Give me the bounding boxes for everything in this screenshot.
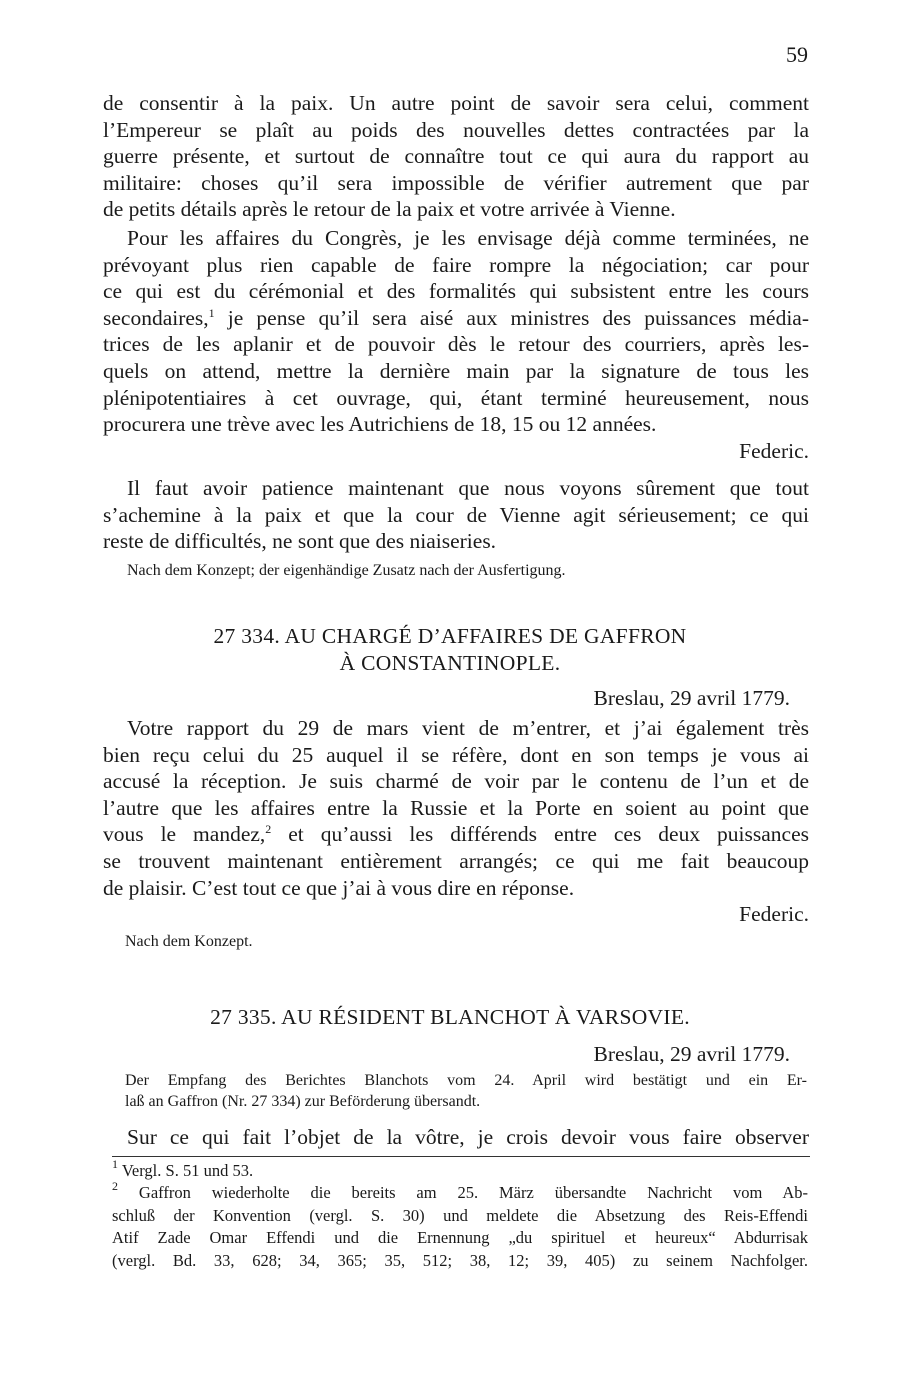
footnote-marker: 1 (208, 305, 215, 320)
footnote-text-line: schluß der Konvention (vergl. S. 30) und meldete die Absetzung des Reis-Effendi (112, 1205, 808, 1225)
footnotes (112, 1157, 809, 1272)
text-line: plénipotentiaires à cet ouvrage, qui, étant terminé heureusement, nous (103, 385, 809, 410)
text-line: Votre rapport du 29 de mars vient de m’entrer, et j’ai également très (127, 716, 809, 740)
footnote-text: Vergl. S. 51 und 53. (121, 1161, 254, 1180)
congress-paragraph (103, 225, 809, 464)
text-line: bien reçu celui du 25 auquel il se réfère, dont en son temps je vous ai (103, 742, 809, 767)
text-segment: secondaires, (103, 305, 209, 330)
text-segment: et qu’aussi les différends entre ces deux puissances (288, 822, 809, 847)
text-line: Der Empfang des Berichtes Blanchots vom 24. April wird bestätigt und ein Er- (125, 1072, 807, 1089)
text-segment: je pense qu’il sera aisé aux ministres des puissances média- (227, 305, 809, 330)
letter-body (103, 715, 809, 928)
text-line (103, 305, 809, 332)
footnote-text-line: Atif Zade Omar Effendi und die Ernennung „du spirituel et heureux“ Abdurrisak (112, 1228, 808, 1248)
text-line: Sur ce qui fait l’objet de la vôtre, je crois devoir vous faire observer (127, 1125, 809, 1149)
text-line: reste de difficultés, ne sont que des niaiseries. (103, 529, 497, 554)
signature: Federic. (739, 438, 809, 463)
dateline: Breslau, 29 avril 1779. (593, 1042, 790, 1066)
footnote-number: 2 (112, 1179, 118, 1194)
text-line: quels on attend, mettre la dernière main par la signature de tous les (103, 358, 809, 383)
letter-summary (125, 1070, 807, 1112)
footnote-1 (112, 1157, 808, 1182)
text-line: de consentir à la paix. Un autre point de savoir sera celui, comment (103, 91, 809, 115)
source-note: Nach dem Konzept; der eigenhändige Zusatz nach der Ausfertigung. (127, 562, 566, 579)
text-line: de plaisir. C’est tout ce que j’ai à vous dire en réponse. (103, 875, 575, 900)
page-number: 59 (786, 42, 808, 67)
footnote-number: 1 (112, 1157, 118, 1171)
letter-continuation-paragraph (103, 90, 809, 223)
footnote-text-line: (vergl. Bd. 33, 628; 34, 365; 35, 512; 38, 12; 39, 405) zu seinem Nachfolger. (112, 1250, 808, 1270)
letter-body (103, 1124, 809, 1151)
text-line: de petits détails après le retour de la paix et votre arrivée à Vienne. (103, 197, 676, 222)
text-line: Pour les affaires du Congrès, je les envisage déjà comme terminées, ne (127, 226, 809, 250)
text-line: s’achemine à la paix et que la cour de Vienne agit sérieusement; ce qui (103, 502, 809, 527)
footnote-marker: 2 (265, 822, 272, 837)
footnote-rule (112, 1156, 810, 1157)
letter-heading: 27 335. AU RÉSIDENT BLANCHOT À VARSOVIE. (210, 1005, 690, 1029)
text-segment: vous le mandez, (103, 822, 266, 847)
text-line: guerre présente, et surtout de connaître tout ce qui aura du rapport au (103, 144, 809, 169)
letter-heading: 27 334. AU CHARGÉ D’AFFAIRES DE GAFFRON (213, 624, 687, 648)
text-line: l’autre que les affaires entre la Russie et la Porte en soient au point que (103, 795, 809, 820)
text-line: procurera une trève avec les Autrichiens de 18, 15 ou 12 années. (103, 412, 657, 437)
dateline: Breslau, 29 avril 1779. (593, 686, 790, 710)
source-note: Nach dem Konzept. (125, 933, 253, 950)
text-line: laß an Gaffron (Nr. 27 334) zur Beförderung übersandt. (125, 1093, 481, 1110)
text-line (103, 821, 809, 848)
footnote-text: Gaffron wiederholte die bereits am 25. März übersandte Nachricht vom Ab- (138, 1183, 809, 1203)
signature: Federic. (739, 902, 809, 927)
text-line: prévoyant plus rien capable de faire rompre la négociation; car pour (103, 252, 809, 277)
text-line: accusé la réception. Je suis charmé de voir par le contenu de l’un et de (103, 769, 809, 794)
text-line: trices de les aplanir et de pouvoir dès le retour des courriers, après les- (103, 332, 809, 357)
footnote-2 (112, 1179, 809, 1204)
text-line: l’Empereur se plaît au poids des nouvelles dettes contractées par la (103, 117, 809, 142)
text-line: se trouvent maintenant entièrement arrangés; ce qui me fait beaucoup (103, 848, 809, 873)
text-line: militaire: choses qu’il sera impossible de vérifier autrement que par (103, 170, 809, 195)
postscript-paragraph (103, 475, 809, 555)
text-line: ce qui est du cérémonial et des formalités qui subsistent entre les cours (103, 279, 809, 304)
letter-heading-line-2: À CONSTANTINOPLE. (339, 651, 561, 675)
text-line: Il faut avoir patience maintenant que nous voyons sûrement que tout (127, 476, 809, 500)
